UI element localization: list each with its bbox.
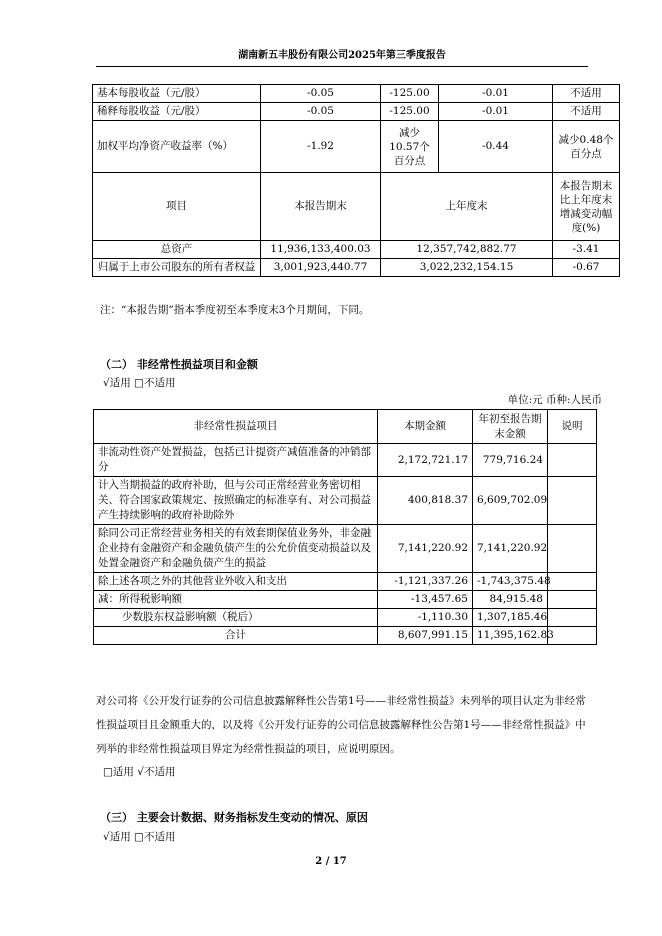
cell-remark [548, 477, 597, 525]
cell-value: -125.00 [381, 85, 439, 103]
row-label: 除同公司正常经营业务相关的有效套期保值业务外，非金融企业持有金融资产和金融负债产生的公允价值变动损益以及处置金融资产和金融负债产生的损益 [94, 525, 378, 573]
cell-value: -0.01 [439, 85, 553, 103]
cell-value: -0.05 [261, 103, 381, 121]
cell-remark [548, 444, 597, 477]
row-label: 计入当期损益的政府补助，但与公司正常经营业务密切相关、符合国家政策规定、按照确定的标准享有、对公司损益产生持续影响的政府补助除外 [94, 477, 378, 525]
cell-value: 400,818.37 [378, 477, 473, 525]
applicable-checkbox: □适用 √不适用 [103, 766, 176, 778]
cell-value: -13,457.65 [378, 591, 473, 609]
cell-remark [548, 525, 597, 573]
cell-value: -3.41 [553, 241, 620, 259]
column-header: 项目 [93, 173, 261, 241]
row-label: 稀释每股收益（元/股） [93, 103, 261, 121]
cell-value: -1.92 [261, 121, 381, 173]
cell-value: 7,141,220.92 [473, 525, 548, 573]
cell-value: -0.67 [553, 259, 620, 277]
table-row [93, 241, 620, 259]
row-label: 归属于上市公司股东的所有者权益 [93, 259, 261, 277]
table-row [94, 477, 597, 525]
row-label: 非流动性资产处置损益，包括已计提资产减值准备的冲销部分 [94, 444, 378, 477]
cell-value: 减少0.48个百分点 [553, 121, 620, 173]
row-label: 加权平均净资产收益率（%） [93, 121, 261, 173]
cell-value: 不适用 [553, 103, 620, 121]
table-row [93, 103, 620, 121]
cell-value: -0.01 [439, 103, 553, 121]
row-label: 减：所得税影响额 [94, 591, 378, 609]
row-label: 少数股东权益影响额（税后） [94, 609, 378, 627]
cell-value: -1,743,375.48 [473, 573, 548, 591]
cell-value: 2,172,721.17 [378, 444, 473, 477]
cell-value: 11,936,133,400.03 [261, 241, 381, 259]
applicable-checkbox: √适用 □不适用 [103, 377, 176, 389]
column-header: 本报告期末 [261, 173, 381, 241]
cell-value: 1,307,185.46 [473, 609, 548, 627]
column-header: 本期金额 [378, 410, 473, 444]
cell-value: 3,022,232,154.15 [381, 259, 553, 277]
header-divider [96, 66, 588, 67]
column-header: 年初至报告期末金额 [473, 410, 548, 444]
cell-value: -1,121,337.26 [378, 573, 473, 591]
table-row [93, 85, 620, 103]
row-label: 合计 [94, 627, 378, 645]
section-title-changes: （三） 主要会计数据、财务指标发生变动的情况、原因 [100, 811, 368, 824]
table-note: 注：“本报告期”指本季度初至本季度末3个月期间，下同。 [100, 304, 370, 316]
cell-value: 12,357,742,882.77 [381, 241, 553, 259]
column-header: 本报告期末比上年度末增减变动幅度(%) [553, 173, 620, 241]
cell-remark [548, 627, 597, 645]
cell-remark [548, 573, 597, 591]
table-row [93, 259, 620, 277]
table-row [94, 609, 597, 627]
row-label: 基本每股收益（元/股） [93, 85, 261, 103]
unit-label: 单位:元 币种:人民币 [507, 394, 602, 406]
cell-value: 8,607,991.15 [378, 627, 473, 645]
cell-value: 84,915.48 [473, 591, 548, 609]
table-row [94, 525, 597, 573]
section-title-nonrecurring: （二） 非经常性损益项目和金额 [100, 358, 258, 371]
cell-remark [548, 609, 597, 627]
cell-remark [548, 591, 597, 609]
table-header-row [94, 410, 597, 444]
table-header-row [93, 173, 620, 241]
table-row [93, 121, 620, 173]
row-label: 总资产 [93, 241, 261, 259]
cell-value: 不适用 [553, 85, 620, 103]
table-row [94, 591, 597, 609]
table-row [94, 573, 597, 591]
nonrecurring-items-table [93, 409, 597, 645]
column-header: 非经常性损益项目 [94, 410, 378, 444]
cell-value: -0.44 [439, 121, 553, 173]
page-header-title: 湖南新五丰股份有限公司2025年第三季度报告 [238, 50, 446, 61]
table-total-row [94, 627, 597, 645]
cell-value: 7,141,220.92 [378, 525, 473, 573]
cell-value: 6,609,702.09 [473, 477, 548, 525]
cell-value: -0.05 [261, 85, 381, 103]
column-header: 上年度末 [381, 173, 553, 241]
cell-value: 11,395,162.83 [473, 627, 548, 645]
cell-value: -125.00 [381, 103, 439, 121]
cell-value: 减少10.57个百分点 [381, 121, 439, 173]
table-row [94, 444, 597, 477]
cell-value: 3,001,923,440.77 [261, 259, 381, 277]
cell-value: -1,110.30 [378, 609, 473, 627]
row-label: 除上述各项之外的其他营业外收入和支出 [94, 573, 378, 591]
page-number: 2 / 17 [315, 856, 347, 867]
cell-value: 779,716.24 [473, 444, 548, 477]
explanation-paragraph: 对公司将《公开发行证券的公司信息披露解释性公告第1号——非经常性损益》未列举的项目认定为非经常性损益项目且金额重大的，以及将《公开发行证券的公司信息披露解释性公告第1号——非经常性损益》中列举的非经常性损益项目界定为经常性损益的项目，应说明原因。 [96, 695, 586, 755]
column-header: 说明 [548, 410, 597, 444]
applicable-checkbox: √适用 □不适用 [103, 831, 176, 843]
financial-indicators-table [92, 84, 620, 277]
